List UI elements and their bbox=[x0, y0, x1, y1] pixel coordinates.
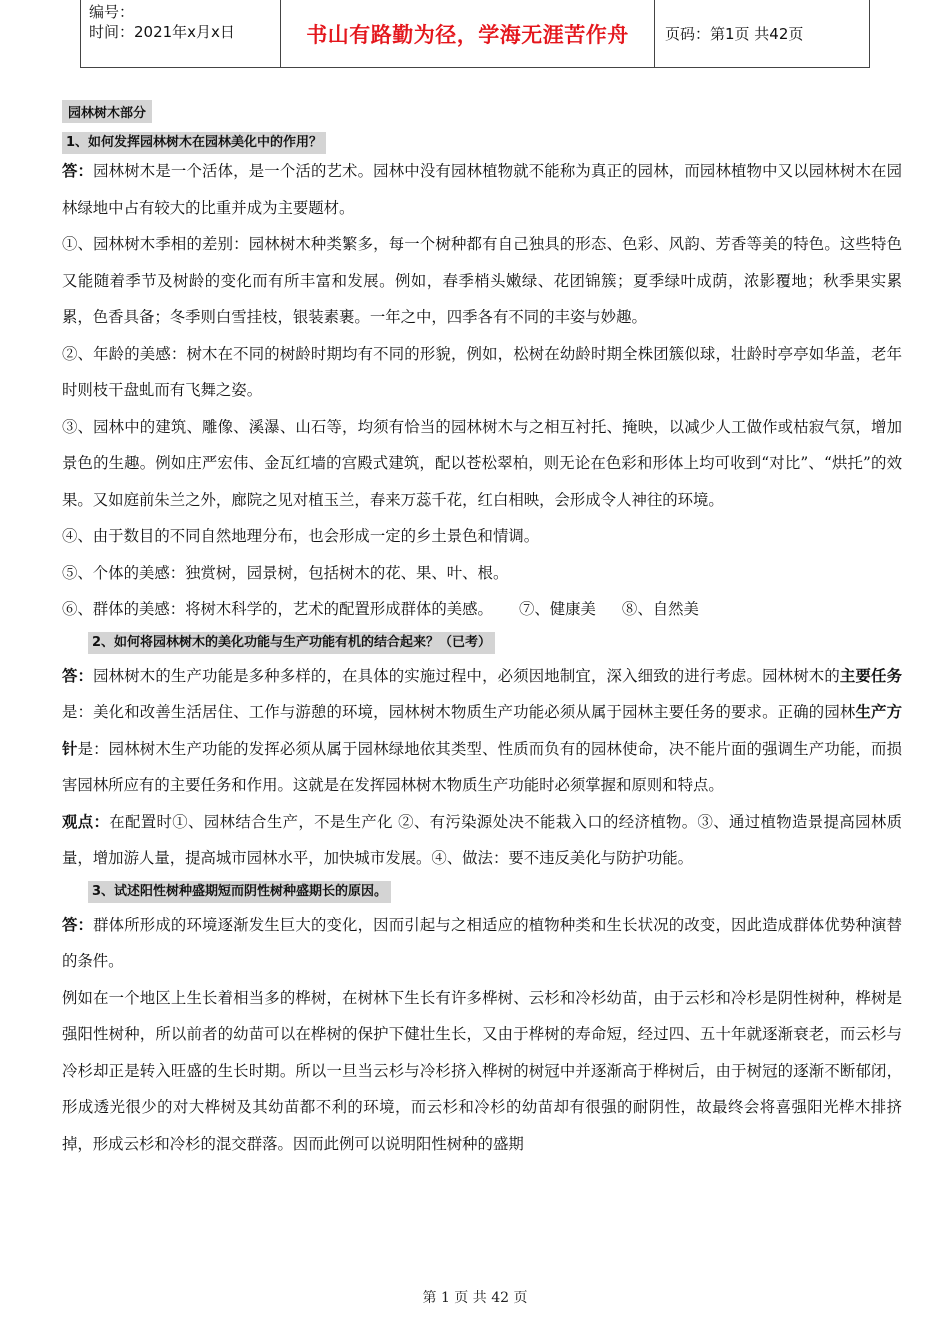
q3-answer: 答：群体所形成的环境逐渐发生巨大的变化，因而引起与之相适应的植物种类和生长状况的改变，因此造成群体优势种演替的条件。 bbox=[62, 915, 902, 970]
number-label: 编号： bbox=[89, 3, 135, 21]
motto: 书山有路勤为径，学海无涯苦作舟 bbox=[281, 0, 655, 67]
header-meta bbox=[81, 0, 281, 67]
question-1-title: 1、如何发挥园林树木在园林美化中的作用？ bbox=[62, 132, 326, 154]
q1-point-3: ③、园林中的建筑、雕像、溪瀑、山石等，均须有恰当的园林树木与之相互衬托、掩映，以减少人工做作或枯寂气氛，增加景色的生趣。例如庄严宏伟、金瓦红墙的宫殿式建筑，配以苍松翠柏，则无论在色彩和形体上均可收到“对比”、“烘托”的效果。又如庭前朱兰之外，廊院之见对植玉兰，春来万蕊千花，红白相映，会形成令人神往的环境。 bbox=[62, 417, 902, 509]
page-footer: 第 1 页 共 42 页 bbox=[422, 1290, 528, 1306]
q1-point-5: ⑤、个体的美感：独赏树，园景树，包括树木的花、果、叶、根。 bbox=[62, 563, 509, 582]
q1-point-1: ①、园林树木季相的差别：园林树木种类繁多，每一个树种都有自己独具的形态、色彩、风韵、芳香等美的特色。这些特色又能随着季节及树龄的变化而有所丰富和发展。例如，春季梢头嫩绿、花团锦簇；夏季绿叶成荫，浓影覆地；秋季果实累累，色香具备；冬季则白雪挂枝，银装素裹。一年之中，四季各有不同的丰姿与妙趣。 bbox=[62, 235, 902, 326]
question-3-title: 3、试述阳性树种盛期短而阴性树种盛期长的原因。 bbox=[88, 881, 391, 903]
document-body bbox=[62, 92, 902, 1162]
page-header bbox=[80, 0, 870, 68]
q2-viewpoint: 观点：在配置时①、园林结合生产，不是生产化 ②、有污染源处决不能栽入口的经济植物。③、通过植物造景提高园林质量，增加游人量，提高城市园林水平，加快城市发展。④、做法：要不违反美化与防护功能。 bbox=[62, 812, 902, 867]
q1-point-4: ④、由于数目的不同自然地理分布，也会形成一定的乡土景色和情调。 bbox=[62, 527, 540, 545]
time-label: 时间：2021年x月x日 bbox=[89, 23, 235, 41]
q1-answer: 答：园林树木是一个活体，是一个活的艺术。园林中没有园林植物就不能称为真正的园林，而园林植物中又以园林树木在园林绿地中占有较大的比重并成为主要题材。 bbox=[62, 162, 902, 217]
q1-point-6-8: ⑥、群体的美感：将树木科学的，艺术的配置形成群体的美感。 ⑦、健康美 ⑧、自然美 bbox=[62, 600, 699, 618]
page-info: 页码：第1页 共42页 bbox=[665, 25, 804, 43]
answer-label: 答： bbox=[62, 162, 94, 180]
q3-example: 例如在一个地区上生长着相当多的桦树，在树林下生长有许多桦树、云杉和冷杉幼苗，由于云杉和冷杉是阴性树种，桦树是强阳性树种，所以前者的幼苗可以在桦树的保护下健壮生长，又由于桦树的寿命短，经过四、五十年就逐渐衰老，而云杉与冷杉却正是转入旺盛的生长时期。所以一旦当云杉与冷杉挤入桦树的树冠中并逐渐高于桦树后，由于树冠的逐渐不断郁闭，形成透光很少的对大桦树及其幼苗都不利的环境，而云杉和冷杉的幼苗却有很强的耐阴性，故最终会将喜强阳光桦木排挤掉，形成云杉和冷杉的混交群落。因而此例可以说明阳性树种的盛期 bbox=[62, 988, 902, 1153]
q2-answer: 答：园林树木的生产功能是多种多样的，在具体的实施过程中，必须因地制宜，深入细致的进行考虑。园林树木的主要任务是：美化和改善生活居住、工作与游憩的环境，园林树木物质生产功能必须从属于园林主要任务的要求。正确的园林生产方针是：园林树木生产功能的发挥必须从属于园林绿地依其类型、性质而负有的园林使命，决不能片面的强调生产功能，而损害园林所应有的主要任务和作用。这就是在发挥园林树木物质生产功能时必须掌握和原则和特点。 bbox=[62, 666, 902, 794]
section-title: 园林树木部分 bbox=[62, 100, 152, 123]
q1-point-2: ②、年龄的美感：树木在不同的树龄时期均有不同的形貌，例如，松树在幼龄时期全株团簇似球，壮龄时亭亭如华盖，老年时则枝干盘虬而有飞舞之姿。 bbox=[62, 344, 902, 399]
question-2-title: 2、如何将园林树木的美化功能与生产功能有机的结合起来？（已考） bbox=[88, 632, 495, 654]
